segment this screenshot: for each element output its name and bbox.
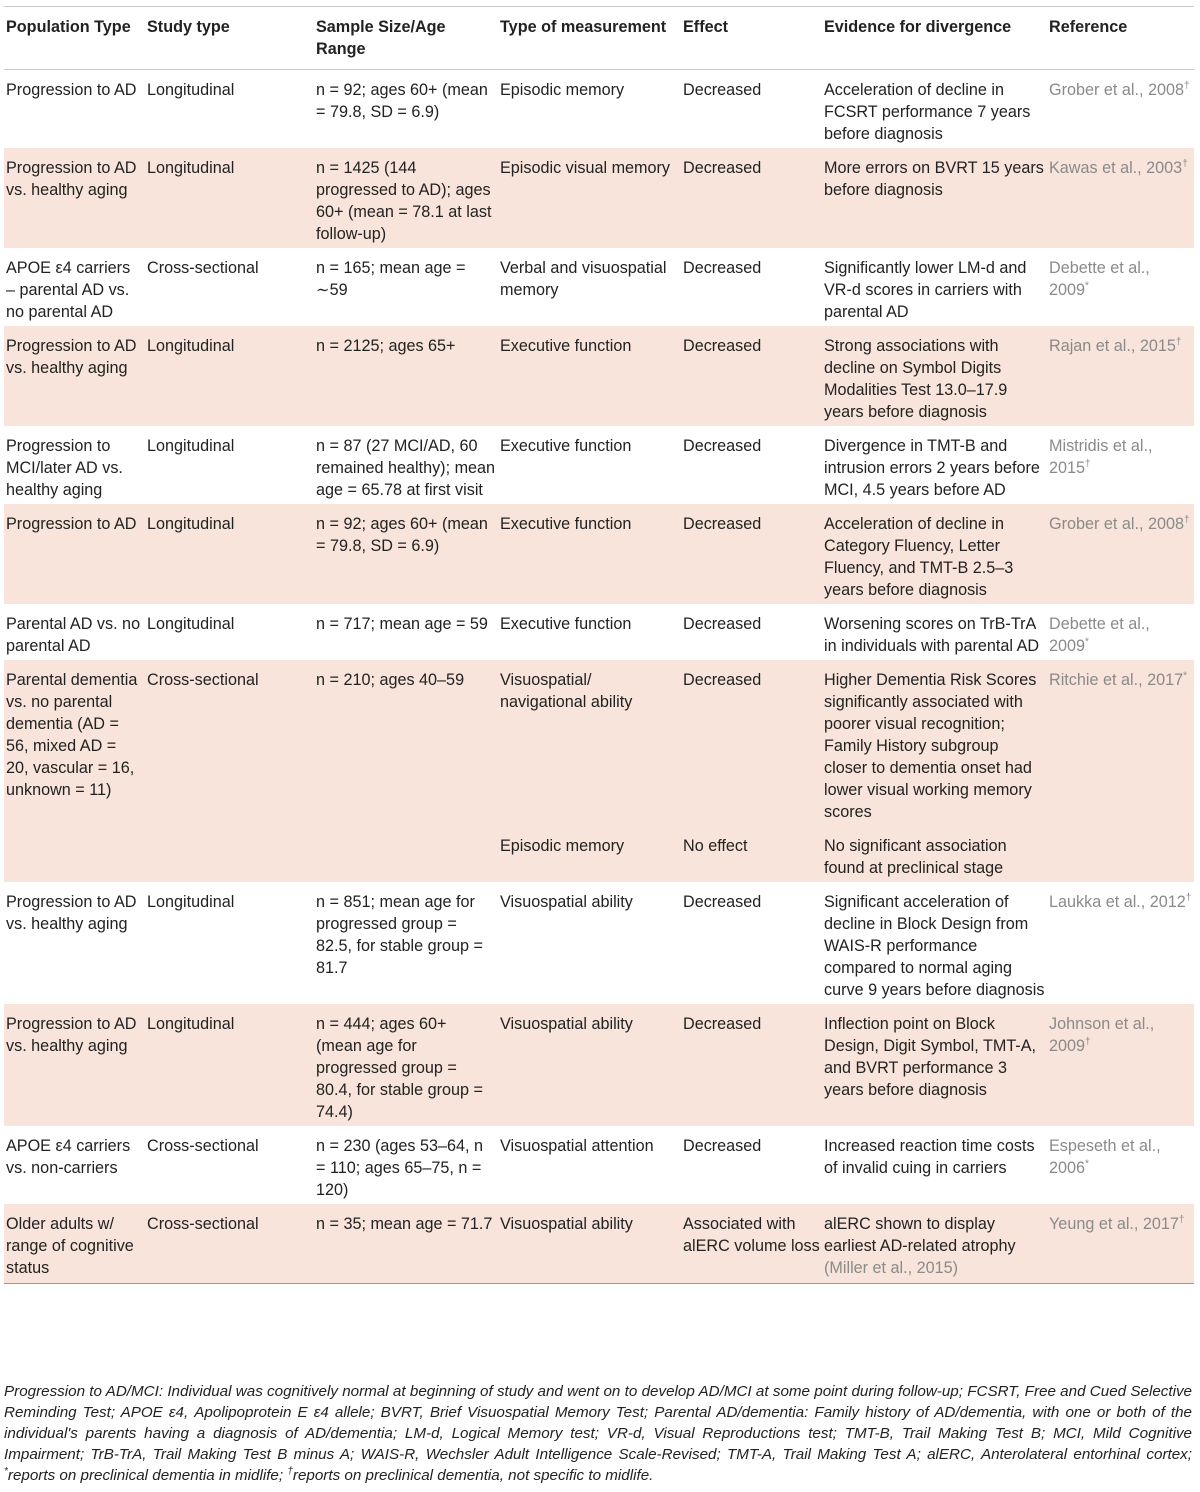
reference-mark: †: [1183, 514, 1190, 526]
reference-mark: †: [1183, 80, 1190, 92]
cell-measurement: Executive function: [500, 615, 632, 633]
reference-mark: *: [1085, 280, 1089, 292]
reference-link[interactable]: Yeung et al., 2017: [1049, 1215, 1179, 1233]
reference-link[interactable]: Kawas et al., 2003: [1049, 159, 1183, 177]
cell-measurement: Visuospatial ability: [498, 1004, 681, 1126]
cell-reference: [1047, 826, 1194, 882]
cell-reference: [1047, 1004, 1194, 1126]
reference-link[interactable]: Mistridis et al., 2015: [1049, 437, 1153, 477]
table-row-continuation: [4, 826, 1194, 882]
reference-mark: *: [1183, 670, 1187, 682]
table-row: [4, 248, 1194, 326]
cell-effect: Decreased: [681, 504, 822, 604]
cell-evidence: No significant association found at preclinical stage: [822, 826, 1047, 882]
table-row: [4, 504, 1194, 604]
reference-link[interactable]: Laukka et al., 2012: [1049, 893, 1186, 911]
reference-link[interactable]: Espeseth et al., 2006: [1049, 1137, 1161, 1177]
cell-evidence: Strong associations with decline on Symbol Digits Modalities Test 13.0–17.9 years before diagnosis: [822, 326, 1047, 426]
cell-population: Older adults w/ range of cognitive status: [4, 1204, 145, 1284]
cell-reference: [1047, 660, 1194, 826]
cell-measurement: Episodic memory: [498, 826, 681, 882]
cell-reference: [1047, 1126, 1194, 1204]
cell-effect: Decreased: [683, 81, 762, 99]
table-row: [4, 1126, 1194, 1204]
cell-evidence: [822, 1204, 1047, 1284]
cell-sample: n = 230 (ages 53–64, n = 110; ages 65–75, n = 120): [316, 1137, 483, 1199]
reference-link[interactable]: Rajan et al., 2015: [1049, 337, 1176, 355]
cell-study-type: Longitudinal: [145, 326, 314, 426]
cell-evidence: Acceleration of decline in Category Fluency, Letter Fluency, and TMT-B 2.5–3 years before diagnosis: [822, 504, 1047, 604]
cell-reference: [1047, 426, 1194, 504]
cell-population: Progression to AD vs. healthy aging: [4, 148, 145, 248]
cell-population: Progression to AD: [4, 504, 145, 604]
cell-evidence: Worsening scores on TrB-TrA in individuals with parental AD: [824, 615, 1040, 655]
cell-study-type: Cross-sectional: [145, 660, 314, 826]
cell-sample: n = 444; ages 60+ (mean age for progressed group = 80.4, for stable group = 74.4): [314, 1004, 498, 1126]
cell-reference: [1047, 70, 1194, 149]
reference-mark: †: [1178, 1214, 1185, 1226]
cell-study-type: Longitudinal: [145, 148, 314, 248]
cell-population: [4, 826, 145, 882]
table-row: [4, 148, 1194, 248]
cell-study-type: Longitudinal: [147, 893, 235, 911]
footnote-abbreviations: Progression to AD/MCI: Individual was cognitively normal at beginning of study and went on to develop AD/MCI at some point during follow-up; FCSRT, Free and Cued Selective Reminding Test; APOE ε4, Apolipoprotein E ε4 allele; BVRT, Brief Visuospatial Memory Test; Parental AD/dementia: Family history of AD/dementia, with one or both of the individual's parents having a diagnosis of AD/dementia; LM-d, Logical Memory test; VR-d, Visual Reproductions test; TMT-B, Trail Making Test B; MCI, Mild Cognitive Impairment; TrB-TrA, Trail Making Test B minus A; WAIS-R, Wechsler Adult Intelligence Scale-Revised; TMT-A, Trail Making Test A; alERC, Anterolateral entorhinal cortex;: [4, 1383, 1192, 1463]
cell-evidence: Significant acceleration of decline in Block Design from WAIS-R performance compared to normal aging curve 9 years before diagnosis: [824, 893, 1045, 999]
table-footnote: [4, 1381, 1192, 1486]
reference-link[interactable]: Grober et al., 2008: [1049, 81, 1184, 99]
cell-population: Progression to AD vs. healthy aging: [4, 326, 145, 426]
cell-reference: [1047, 248, 1194, 326]
table-header-row: [4, 7, 1194, 70]
reference-link[interactable]: Debette et al., 2009: [1049, 615, 1150, 655]
cell-reference: [1047, 326, 1194, 426]
evidence-citation-link[interactable]: (Miller et al., 2015): [824, 1259, 959, 1277]
table-row: [4, 1204, 1194, 1284]
cell-reference: [1047, 504, 1194, 604]
cell-study-type: Longitudinal: [147, 615, 235, 633]
cell-measurement: Visuospatial/ navigational ability: [498, 660, 681, 826]
cell-effect: Decreased: [681, 326, 822, 426]
table-row: [4, 882, 1194, 1004]
cell-measurement: Executive function: [498, 504, 681, 604]
cell-effect: Decreased: [683, 1137, 762, 1155]
cell-study-type: [145, 826, 314, 882]
table-row: [4, 660, 1194, 826]
reference-mark: †: [1175, 336, 1182, 348]
reference-mark: *: [1085, 1158, 1089, 1170]
footnote-mark-preclinical: †: [287, 1465, 293, 1477]
cell-evidence: Inflection point on Block Design, Digit Symbol, TMT-A, and BVRT performance 3 years before diagnosis: [822, 1004, 1047, 1126]
cell-effect: Decreased: [681, 1004, 822, 1126]
cell-evidence: Increased reaction time costs of invalid cuing in carriers: [824, 1137, 1035, 1177]
cell-reference: [1047, 882, 1194, 1004]
cell-population: Progression to AD vs. healthy aging: [6, 893, 137, 933]
cell-measurement: Episodic visual memory: [498, 148, 681, 248]
table-row: [4, 326, 1194, 426]
cell-evidence: Higher Dementia Risk Scores significantly associated with poorer visual recognition; Family History subgroup closer to dementia onset had lower visual working memory scores: [822, 660, 1047, 826]
reference-link[interactable]: Ritchie et al., 2017: [1049, 671, 1184, 689]
cell-sample: n = 92; ages 60+ (mean = 79.8, SD = 6.9): [314, 504, 498, 604]
cell-population: APOE ε4 carriers – parental AD vs. no parental AD: [6, 259, 131, 321]
cell-reference: [1047, 1204, 1194, 1284]
cell-population: Progression to AD vs. healthy aging: [4, 1004, 145, 1126]
header-sample-size: Sample Size/Age Range: [314, 7, 498, 70]
header-effect: Effect: [681, 7, 822, 70]
table-row: [4, 426, 1194, 504]
header-study-type: Study type: [145, 7, 314, 70]
cell-study-type: Cross-sectional: [145, 1204, 314, 1284]
cell-sample: n = 2125; ages 65+: [314, 326, 498, 426]
header-reference: Reference: [1047, 7, 1194, 70]
cell-study-type: Longitudinal: [147, 437, 235, 455]
cell-population: Parental dementia vs. no parental dementia (AD = 56, mixed AD = 20, vascular = 16, unknown = 11): [4, 660, 145, 826]
cell-study-type: Cross-sectional: [147, 259, 259, 277]
reference-mark: *: [1085, 636, 1089, 648]
footnote-midlife-note: reports on preclinical dementia in midlife;: [7, 1467, 284, 1484]
cell-effect: Decreased: [683, 259, 762, 277]
reference-link[interactable]: Debette et al., 2009: [1049, 259, 1150, 299]
table-row: [4, 1004, 1194, 1126]
cell-sample: n = 87 (27 MCI/AD, 60 remained healthy); mean age = 65.78 at first visit: [316, 437, 496, 499]
cell-effect: Decreased: [683, 615, 762, 633]
table-row: [4, 604, 1194, 660]
cell-sample: [314, 826, 498, 882]
cell-study-type: Longitudinal: [145, 504, 314, 604]
header-population-type: Population Type: [4, 7, 145, 70]
cell-sample: n = 1425 (144 progressed to AD); ages 60+ (mean = 78.1 at last follow-up): [314, 148, 498, 248]
cell-evidence: Significantly lower LM-d and VR-d scores in carriers with parental AD: [824, 259, 1027, 321]
cell-measurement: Episodic memory: [500, 81, 625, 99]
cell-population: Progression to AD: [6, 81, 137, 99]
cell-measurement: Executive function: [498, 326, 681, 426]
cell-measurement: Executive function: [500, 437, 632, 455]
cell-measurement: Visuospatial ability: [498, 1204, 681, 1284]
header-evidence: Evidence for divergence: [822, 7, 1047, 70]
cell-effect: No effect: [681, 826, 822, 882]
cell-study-type: Cross-sectional: [147, 1137, 259, 1155]
cell-study-type: Longitudinal: [147, 81, 235, 99]
reference-mark: †: [1185, 892, 1192, 904]
cell-measurement: Verbal and visuospatial memory: [500, 259, 667, 299]
footnote-preclinical-note: reports on preclinical dementia, not specific to midlife.: [292, 1467, 654, 1484]
cell-sample: n = 717; mean age = 59: [316, 615, 488, 633]
cell-sample: n = 210; ages 40–59: [314, 660, 498, 826]
reference-mark: †: [1182, 158, 1188, 170]
cell-measurement: Visuospatial attention: [500, 1137, 654, 1155]
cell-evidence: Acceleration of decline in FCSRT performance 7 years before diagnosis: [824, 81, 1031, 143]
cell-effect: Decreased: [683, 437, 762, 455]
reference-link[interactable]: Grober et al., 2008: [1049, 515, 1184, 533]
cell-sample: n = 851; mean age for progressed group = 82.5, for stable group = 81.7: [316, 893, 483, 977]
cell-sample: n = 165; mean age = ∼59: [316, 259, 466, 299]
evidence-text: alERC shown to display earliest AD-related atrophy: [824, 1215, 1016, 1255]
cell-population: Parental AD vs. no parental AD: [6, 615, 141, 655]
cell-effect: Decreased: [683, 893, 762, 911]
table-row: [4, 70, 1194, 149]
footnote-mark-midlife: *: [4, 1465, 8, 1477]
cell-effect: Decreased: [681, 660, 822, 826]
header-measurement-type: Type of measurement: [498, 7, 681, 70]
cell-effect: Decreased: [681, 148, 822, 248]
cell-study-type: Longitudinal: [145, 1004, 314, 1126]
reference-mark: †: [1085, 1036, 1091, 1048]
cell-sample: n = 92; ages 60+ (mean = 79.8, SD = 6.9): [316, 81, 488, 121]
cell-effect: Associated with alERC volume loss: [681, 1204, 822, 1284]
cell-sample: n = 35; mean age = 71.7: [314, 1204, 498, 1284]
cell-reference: [1047, 148, 1194, 248]
cell-reference: [1047, 604, 1194, 660]
cell-population: APOE ε4 carriers vs. non-carriers: [6, 1137, 131, 1177]
cell-evidence: Divergence in TMT-B and intrusion errors 2 years before MCI, 4.5 years before AD: [824, 437, 1040, 499]
evidence-table: [4, 6, 1194, 1284]
cell-evidence: More errors on BVRT 15 years before diagnosis: [822, 148, 1047, 248]
reference-link[interactable]: Johnson et al., 2009: [1049, 1015, 1155, 1055]
cell-population: Progression to MCI/later AD vs. healthy aging: [6, 437, 123, 499]
reference-mark: †: [1085, 458, 1091, 470]
cell-measurement: Visuospatial ability: [500, 893, 633, 911]
